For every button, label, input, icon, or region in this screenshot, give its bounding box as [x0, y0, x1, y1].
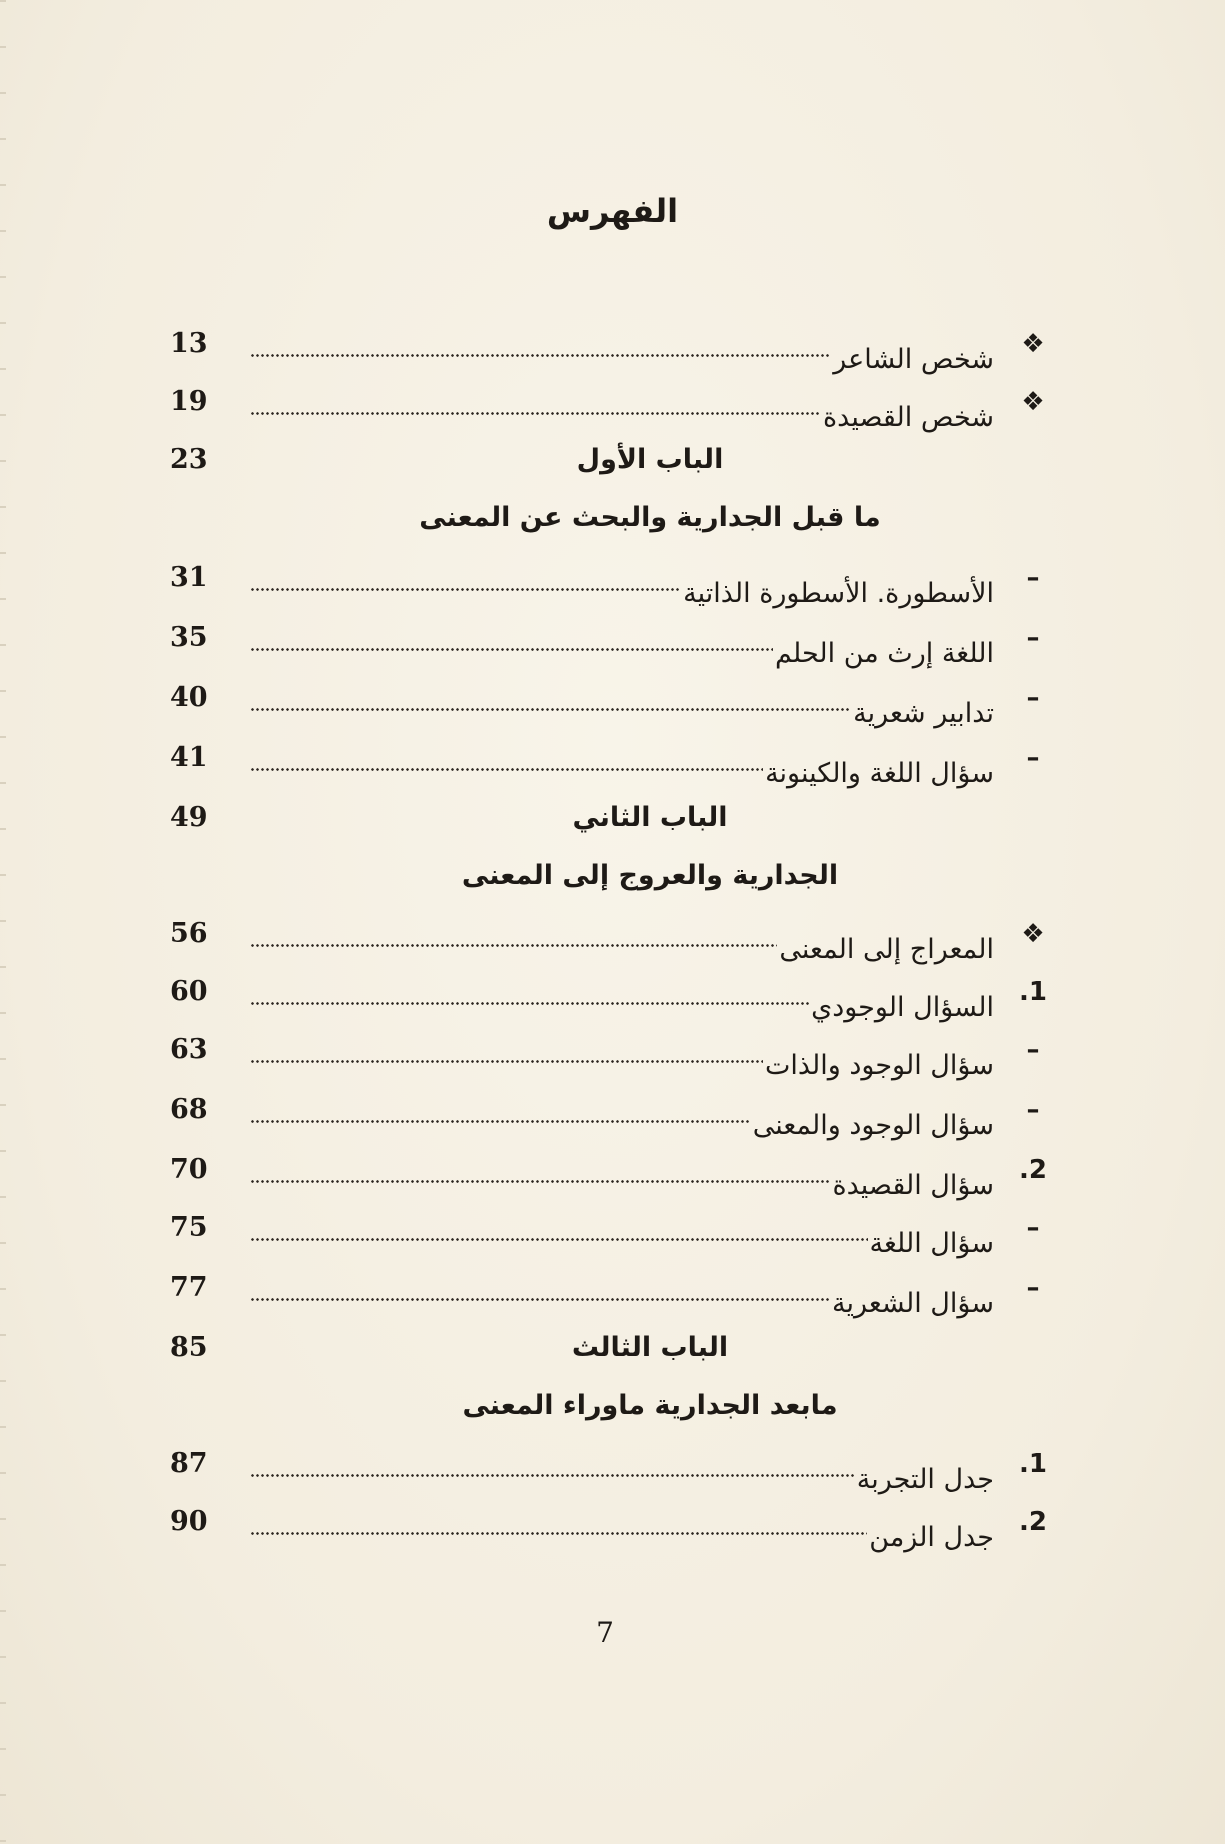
toc-entry — [170, 1498, 1050, 1553]
toc-entry-label: شخص الشاعر — [833, 344, 994, 375]
part-heading-title: الباب الثاني — [572, 802, 728, 833]
toc-entry — [170, 968, 1050, 1023]
toc-page-number: 35 — [170, 622, 208, 653]
toc-entry — [170, 1086, 1050, 1141]
toc-entry-label: شخص القصيدة — [823, 402, 994, 433]
toc-entry — [170, 734, 1050, 789]
toc-entry — [170, 554, 1050, 609]
toc-page-number: 19 — [170, 386, 208, 417]
toc-page-number: 87 — [170, 1448, 208, 1479]
toc-page-number: 13 — [170, 328, 208, 359]
dot-leader — [250, 554, 681, 602]
toc-page-number: 63 — [170, 1034, 208, 1065]
diamond-bullet-icon: ❖ — [1021, 387, 1045, 417]
toc-page-number: 31 — [170, 562, 208, 593]
toc-entry-label: سؤال الشعرية — [832, 1288, 994, 1319]
toc-entry — [170, 674, 1050, 729]
number-marker: 1. — [1019, 1449, 1047, 1479]
toc-entry-label: المعراج إلى المعنى — [779, 934, 994, 965]
dash-bullet-icon: – — [1026, 1035, 1040, 1065]
toc-page-number: 23 — [170, 444, 208, 475]
dash-bullet-icon: – — [1026, 1213, 1040, 1243]
number-marker: 2. — [1019, 1507, 1047, 1537]
table-of-contents — [170, 320, 1050, 1600]
toc-page-number: 60 — [170, 976, 208, 1007]
toc-entry-label: سؤال اللغة — [869, 1228, 994, 1259]
toc-page-number: 85 — [170, 1332, 208, 1363]
toc-entry — [170, 320, 1050, 375]
dot-leader — [250, 1440, 855, 1488]
dot-leader — [250, 320, 831, 368]
folio-page-number: 7 — [596, 1616, 614, 1649]
part-heading — [170, 1324, 1050, 1372]
number-marker: 1. — [1019, 977, 1047, 1007]
part-heading — [170, 436, 1050, 484]
part-heading-title: الباب الثالث — [571, 1332, 729, 1363]
toc-entry-label: جدل التجربة — [856, 1464, 994, 1495]
toc-entry — [170, 1026, 1050, 1081]
dash-bullet-icon: – — [1026, 683, 1040, 713]
dash-bullet-icon: – — [1026, 623, 1040, 653]
dot-leader — [250, 378, 821, 426]
dash-bullet-icon: – — [1026, 1273, 1040, 1303]
toc-entry-label: سؤال اللغة والكينونة — [765, 758, 994, 789]
toc-page-number: 90 — [170, 1506, 208, 1537]
dot-leader — [250, 1026, 763, 1074]
dot-leader — [250, 910, 777, 958]
toc-page-number: 75 — [170, 1212, 208, 1243]
toc-entry-label: الأسطورة. الأسطورة الذاتية — [683, 578, 994, 609]
dot-leader — [250, 1498, 867, 1546]
dot-leader — [250, 1264, 830, 1312]
toc-page-number: 68 — [170, 1094, 208, 1125]
toc-entry — [170, 1146, 1050, 1201]
part-heading-title: الباب الأول — [576, 444, 724, 475]
part-heading — [170, 794, 1050, 842]
dot-leader — [250, 968, 809, 1016]
diamond-bullet-icon: ❖ — [1021, 329, 1045, 359]
part-subtitle: ما قبل الجدارية والبحث عن المعنى — [419, 502, 881, 533]
diamond-bullet-icon: ❖ — [1021, 919, 1045, 949]
toc-entry-label: تدابير شعرية — [853, 698, 994, 729]
dot-leader — [250, 674, 851, 722]
toc-entry — [170, 1440, 1050, 1495]
dot-leader — [250, 1204, 868, 1252]
toc-page-number: 77 — [170, 1272, 208, 1303]
dash-bullet-icon: – — [1026, 1095, 1040, 1125]
part-subtitle: مابعد الجدارية ماوراء المعنى — [462, 1390, 838, 1421]
page-title: الفهرس — [546, 192, 679, 230]
toc-entry — [170, 614, 1050, 669]
dot-leader — [250, 614, 773, 662]
toc-entry-label: سؤال الوجود والذات — [764, 1050, 994, 1081]
toc-entry-label: سؤال الوجود والمعنى — [752, 1110, 994, 1141]
number-marker: 2. — [1019, 1155, 1047, 1185]
toc-entry-label: جدل الزمن — [869, 1522, 994, 1553]
toc-page-number: 40 — [170, 682, 208, 713]
toc-entry-label: اللغة إرث من الحلم — [775, 638, 994, 669]
toc-entry — [170, 378, 1050, 433]
dot-leader — [250, 734, 763, 782]
toc-entry — [170, 1264, 1050, 1319]
toc-entry-label: السؤال الوجودي — [811, 992, 994, 1023]
toc-page-number: 49 — [170, 802, 208, 833]
toc-page-number: 41 — [170, 742, 208, 773]
toc-page-number: 70 — [170, 1154, 208, 1185]
toc-entry-label: سؤال القصيدة — [832, 1170, 994, 1201]
dash-bullet-icon: – — [1026, 563, 1040, 593]
dot-leader — [250, 1086, 751, 1134]
toc-page-number: 56 — [170, 918, 208, 949]
toc-entry — [170, 910, 1050, 965]
dot-leader — [250, 1146, 830, 1194]
page-edge — [0, 0, 6, 1844]
dash-bullet-icon: – — [1026, 743, 1040, 773]
part-subtitle: الجدارية والعروج إلى المعنى — [461, 860, 839, 891]
toc-entry — [170, 1204, 1050, 1259]
